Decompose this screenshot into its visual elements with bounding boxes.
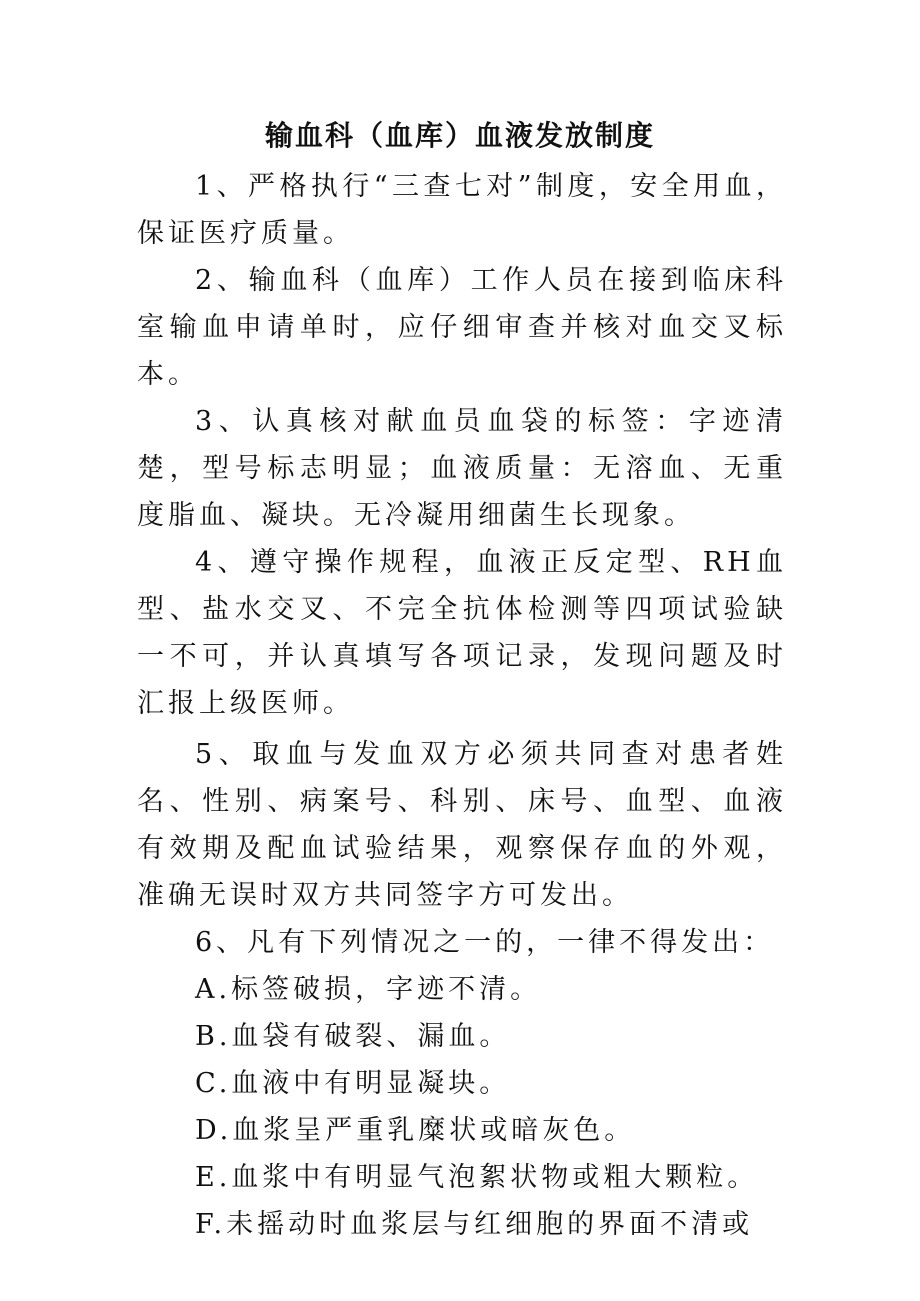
paragraph-5: 5、取血与发血双方必须共同查对患者姓名、性别、病案号、科别、床号、血型、血液有效期及配血试验结果，观察保存血的外观，准确无误时双方共同签字方可发出。	[137, 739, 787, 911]
paragraph-1: 1、严格执行“三查七对”制度，安全用血，保证医疗质量。	[137, 171, 787, 249]
condition-item-d: D.血浆呈严重乳糜状或暗灰色。	[195, 1115, 636, 1146]
document-body	[137, 163, 787, 1248]
document-title: 输血科（血库）血液发放制度	[264, 119, 655, 152]
condition-item-e: E.血浆中有明显气泡絮状物或粗大颗粒。	[195, 1162, 759, 1193]
condition-item-b: B.血袋有破裂、漏血。	[195, 1021, 511, 1052]
condition-item-c: C.血液中有明显凝块。	[195, 1068, 511, 1099]
paragraph-4: 4、遵守操作规程，血液正反定型、RH血型、盐水交叉、不完全抗体检测等四项试验缺一不可，并认真填写各项记录，发现问题及时汇报上级医师。	[137, 547, 787, 719]
paragraph-3: 3、认真核对献血员血袋的标签：字迹清楚，型号标志明显；血液质量：无溶血、无重度脂血、凝块。无冷凝用细菌生长现象。	[137, 406, 787, 531]
paragraph-2: 2、输血科（血库）工作人员在接到临床科室输血申请单时，应仔细审查并核对血交叉标本。	[137, 265, 787, 390]
paragraph-6: 6、凡有下列情况之一的，一律不得发出：	[195, 927, 775, 958]
condition-item-f: F.未摇动时血浆层与红细胞的界面不清或	[195, 1209, 754, 1240]
condition-item-a: A.标签破损，字迹不清。	[195, 974, 542, 1005]
